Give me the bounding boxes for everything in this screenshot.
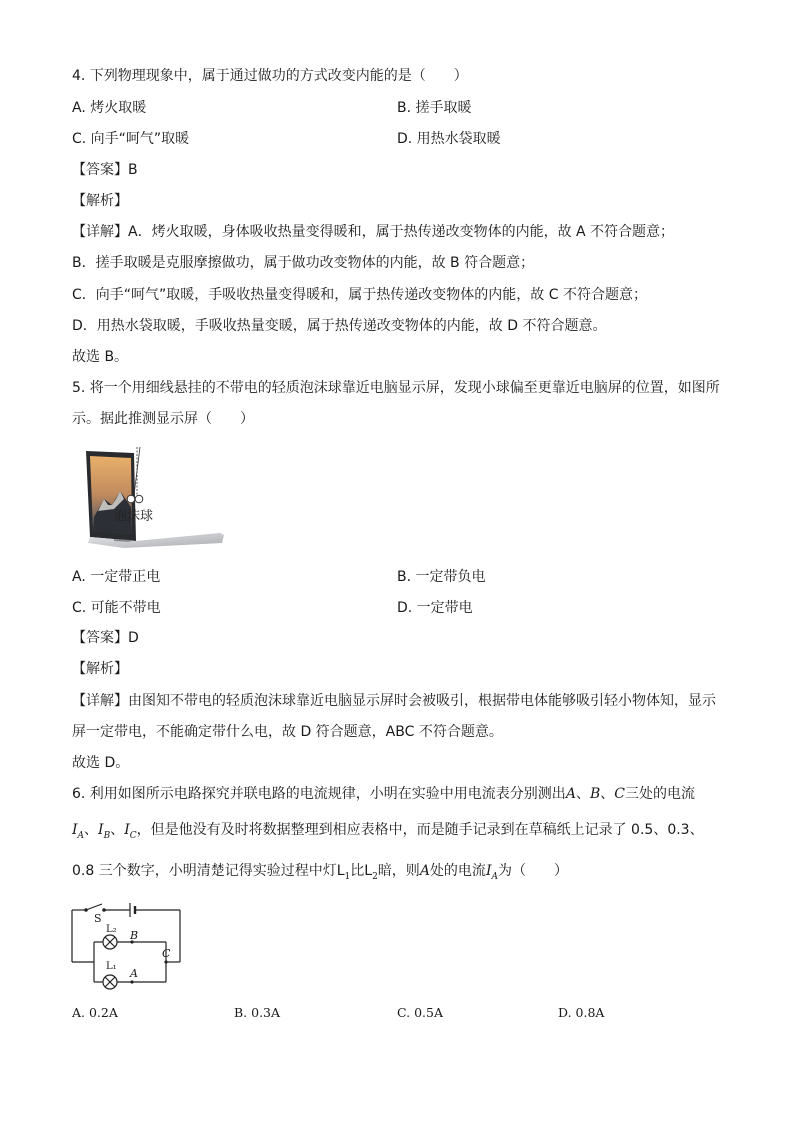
lamp-l2-sub: 2 <box>372 871 378 882</box>
current-ib: I <box>98 822 104 838</box>
point-a-marker: A <box>130 967 138 980</box>
q4-option-c: C. 向手“呵气”取暖 <box>72 131 190 147</box>
point-c-marker: C <box>162 947 171 960</box>
current-ia-sub: A <box>77 830 85 841</box>
point-a-ref: A <box>419 863 430 879</box>
q4-stem: 4. 下列物理现象中，属于通过做功的方式改变内能的是（ ） <box>72 68 468 84</box>
q6-option-d: D. 0.8A <box>558 1005 605 1020</box>
q6-stem-line-3-prefix: 0.8 三个数字，小明清楚记得实验过程中灯 <box>72 863 337 879</box>
q4-answer: 【答案】B <box>72 162 138 178</box>
q6-stem-line-3-suffix: 为（ ） <box>497 863 568 879</box>
q5-detail-line-1: 【详解】由图知不带电的轻质泡沫球靠近电脑显示屏时会被吸引，根据带电体能够吸引轻小物体知，显示 <box>72 693 716 709</box>
lamp-l1-label: L₁ <box>106 961 117 972</box>
q6-option-b: B. 0.3A <box>234 1005 281 1020</box>
q6-option-c: C. 0.5A <box>397 1005 443 1020</box>
lamp-l2-label: L₂ <box>106 924 117 935</box>
q6-stem-line-1: 6. 利用如图所示电路探究并联电路的电流规律，小明在实验中用电流表分别测出A、B、C三处的电流 <box>72 786 695 802</box>
q4-detail-line-1: 【详解】A．烤火取暖，身体吸收热量变得暖和，属于热传递改变物体的内能，故 A 不符合题意； <box>72 224 675 240</box>
q5-option-c: C. 可能不带电 <box>72 600 161 616</box>
lamp-l1: L <box>336 863 345 879</box>
q6-stem-line-3-mid: 暗，则 <box>377 863 420 879</box>
q4-option-d: D. 用热水袋取暖 <box>397 131 501 147</box>
q5-option-a: A. 一定带正电 <box>72 569 161 585</box>
q5-stem-line-2: 示。据此推测显示屏（ ） <box>72 411 254 427</box>
point-c-label: C <box>614 786 625 802</box>
q4-option-b: B. 搓手取暖 <box>397 100 472 116</box>
switch-label: S <box>94 912 102 925</box>
lamp-l2: L <box>364 863 373 879</box>
current-ib-sub: B <box>103 830 111 841</box>
q5-conclusion: 故选 D。 <box>72 755 130 771</box>
q5-option-d: D. 一定带电 <box>397 600 473 616</box>
q6-stem-suffix: 三处的电流 <box>624 786 695 802</box>
q6-stem-line-2-text: ，但是他没有及时将数据整理到相应表格中，而是随手记录到在草稿纸上记录了 0.5、0.3、 <box>136 822 704 838</box>
laptop-figure <box>84 447 226 549</box>
point-b-label: B <box>589 786 601 802</box>
q5-option-b: B. 一定带负电 <box>397 569 486 585</box>
point-a-label: A <box>565 786 576 802</box>
current-ia-ref: I <box>485 863 492 879</box>
current-ic: I <box>124 822 130 838</box>
q5-analysis-heading: 【解析】 <box>72 661 128 677</box>
q5-detail-line-2: 屏一定带电，不能确定带什么电，故 D 符合题意，ABC 不符合题意。 <box>72 724 503 740</box>
q4-detail-line-4: D．用热水袋取暖，手吸收热量变暖，属于热传递改变物体的内能，故 D 不符合题意。 <box>72 318 607 334</box>
point-b-marker: B <box>130 929 139 942</box>
q6-stem-line-2: $I_A$、$I_B$、$I_C$，但是他没有及时将数据整理到相应表格中，而是随手记录到在草稿纸上记录了 0.5、0.3、 <box>72 822 704 841</box>
q4-detail-line-2: B．搓手取暖是克服摩擦做功，属于做功改变物体的内能，故 B 符合题意； <box>72 255 535 271</box>
q6-stem-prefix: 6. 利用如图所示电路探究并联电路的电流规律，小明在实验中用电流表分别测出 <box>72 786 566 802</box>
q4-option-a: A. 烤火取暖 <box>72 100 147 116</box>
q5-answer: 【答案】D <box>72 630 139 646</box>
current-ic-sub: C <box>129 830 137 841</box>
lamp-l1-sub: 1 <box>344 871 351 882</box>
circuit-diagram <box>68 898 186 996</box>
q6-option-a: A. 0.2A <box>72 1005 118 1020</box>
compare-word: 比 <box>350 863 365 879</box>
q4-conclusion: 故选 B。 <box>72 349 129 365</box>
current-ia-ref-sub: A <box>491 871 498 882</box>
q4-analysis-heading: 【解析】 <box>72 193 128 209</box>
foam-ball-label: 泡沫球 <box>114 509 154 524</box>
current-ia: I <box>72 822 78 838</box>
q6-stem-line-3-mid2: 处的电流 <box>429 863 486 879</box>
q6-stem-line-3 <box>72 861 568 887</box>
q5-stem-line-1: 5. 将一个用细线悬挂的不带电的轻质泡沫球靠近电脑显示屏，发现小球偏至更靠近电脑屏的位置，如图所 <box>72 380 720 396</box>
q4-detail-line-3: C．向手“呵气”取暖，手吸收热量变得暖和，属于热传递改变物体的内能，故 C 不符合题意； <box>72 287 647 303</box>
laptop-illustration <box>84 447 226 549</box>
